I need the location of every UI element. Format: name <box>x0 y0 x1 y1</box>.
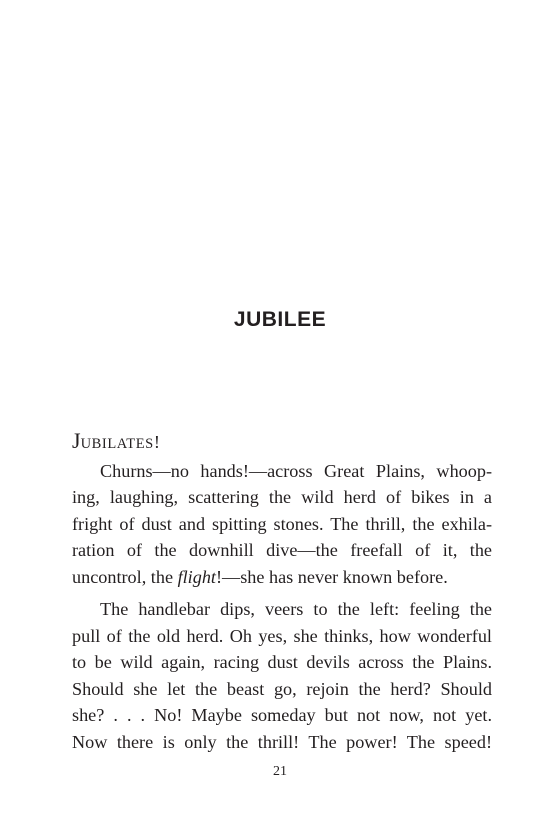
opening-first-letter: J <box>72 428 81 453</box>
opening-punctuation: ! <box>153 432 160 452</box>
paragraph-2-line: pull of the old herd. Oh yes, she thinks, how wonderful <box>72 625 492 646</box>
body-text <box>72 428 492 755</box>
paragraph-1-line: ing, laughing, scattering the wild herd of bikes in a <box>72 487 492 507</box>
italic-word: flight <box>177 566 216 587</box>
paragraph-1-line: Churns—no hands!—across Great Plains, whoop- <box>100 460 492 481</box>
opening-line <box>72 428 492 458</box>
paragraph-1-line: fright of dust and spitting stones. The thrill, the exhila- <box>72 513 492 534</box>
paragraph-2 <box>72 596 492 755</box>
paragraph-1-line: ration of the downhill dive—the freefall of it, the <box>72 540 492 560</box>
paragraph-2-line: The handlebar dips, veers to the left: feeling the <box>100 599 492 619</box>
last-line-before: uncontrol, the <box>72 566 178 587</box>
opening-small-caps: UBILATES <box>80 436 154 452</box>
paragraph-1 <box>72 458 492 591</box>
paragraph-2-line: Should she let the beast go, rejoin the herd? Should <box>72 678 492 699</box>
chapter-title: JUBILEE <box>233 308 327 331</box>
paragraph-2-line: she? . . . No! Maybe someday but not now, not yet. <box>72 705 492 725</box>
last-line-after: !—she has never known before. <box>215 566 448 587</box>
paragraph-2-line: to be wild again, racing dust devils across the Plains. <box>72 652 492 672</box>
paragraph-2-line: Now there is only the thrill! The power! The speed! <box>72 731 492 752</box>
paragraph-1-last-line <box>72 564 492 591</box>
page-number: 21 <box>273 764 287 779</box>
